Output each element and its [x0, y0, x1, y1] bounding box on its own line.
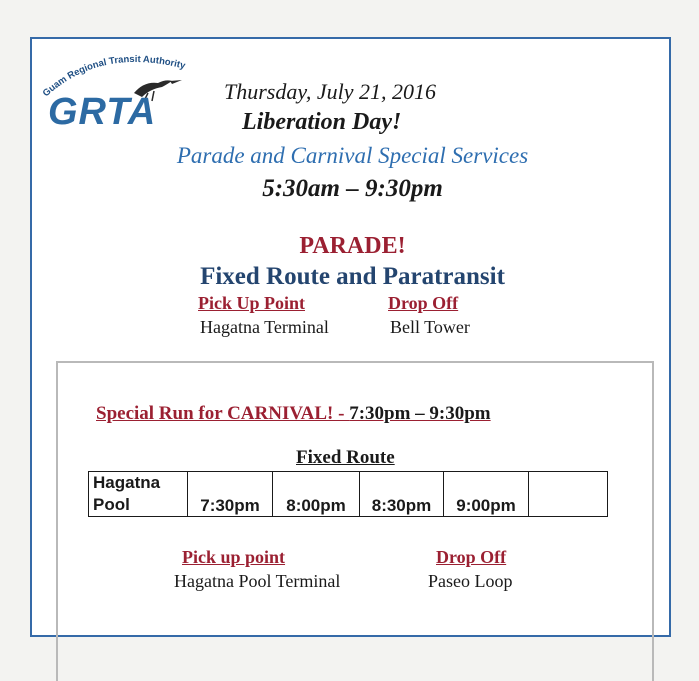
event-date: Thursday, July 21, 2016 [224, 79, 437, 104]
parade-heading: PARADE! [299, 233, 406, 259]
flyer-panel [30, 37, 671, 637]
logo-acronym: GRTA [48, 91, 157, 133]
stop-name-line: Pool [93, 495, 130, 514]
stop-name-line: Hagatna [93, 473, 161, 492]
carnival-dropoff-value: Paseo Loop [428, 571, 513, 591]
carnival-panel [56, 361, 654, 681]
service-hours: 5:30am – 9:30pm [262, 175, 443, 202]
schedule-table [88, 471, 608, 517]
logo-arc-text: Guam Regional Transit Authority [40, 53, 187, 100]
departure-time-cell: 8:00pm [273, 472, 360, 517]
table-row [89, 472, 608, 517]
departure-time-cell: 9:00pm [444, 472, 529, 517]
departure-time-cell: 7:30pm [188, 472, 273, 517]
parade-dropoff-value: Bell Tower [390, 317, 470, 337]
parade-pickup-value: Hagatna Terminal [200, 317, 329, 337]
carnival-special-time: 7:30pm – 9:30pm [349, 403, 491, 424]
parade-service-type: Fixed Route and Paratransit [200, 263, 505, 290]
holiday-title: Liberation Day! [242, 109, 402, 135]
stop-name-cell [89, 472, 188, 517]
parade-pickup-label: Pick Up Point [198, 293, 306, 313]
empty-time-cell [529, 472, 608, 517]
carnival-special-label: Special Run for CARNIVAL! - [96, 403, 350, 424]
departure-time-cell: 8:30pm [360, 472, 444, 517]
carnival-pickup-label: Pick up point [182, 547, 286, 567]
fixed-route-heading: Fixed Route [296, 447, 395, 468]
service-subtitle: Parade and Carnival Special Services [176, 143, 529, 168]
carnival-dropoff-label: Drop Off [436, 547, 507, 567]
parade-dropoff-label: Drop Off [388, 293, 459, 313]
carnival-pickup-value: Hagatna Pool Terminal [174, 571, 341, 591]
carnival-special-run [96, 403, 491, 425]
